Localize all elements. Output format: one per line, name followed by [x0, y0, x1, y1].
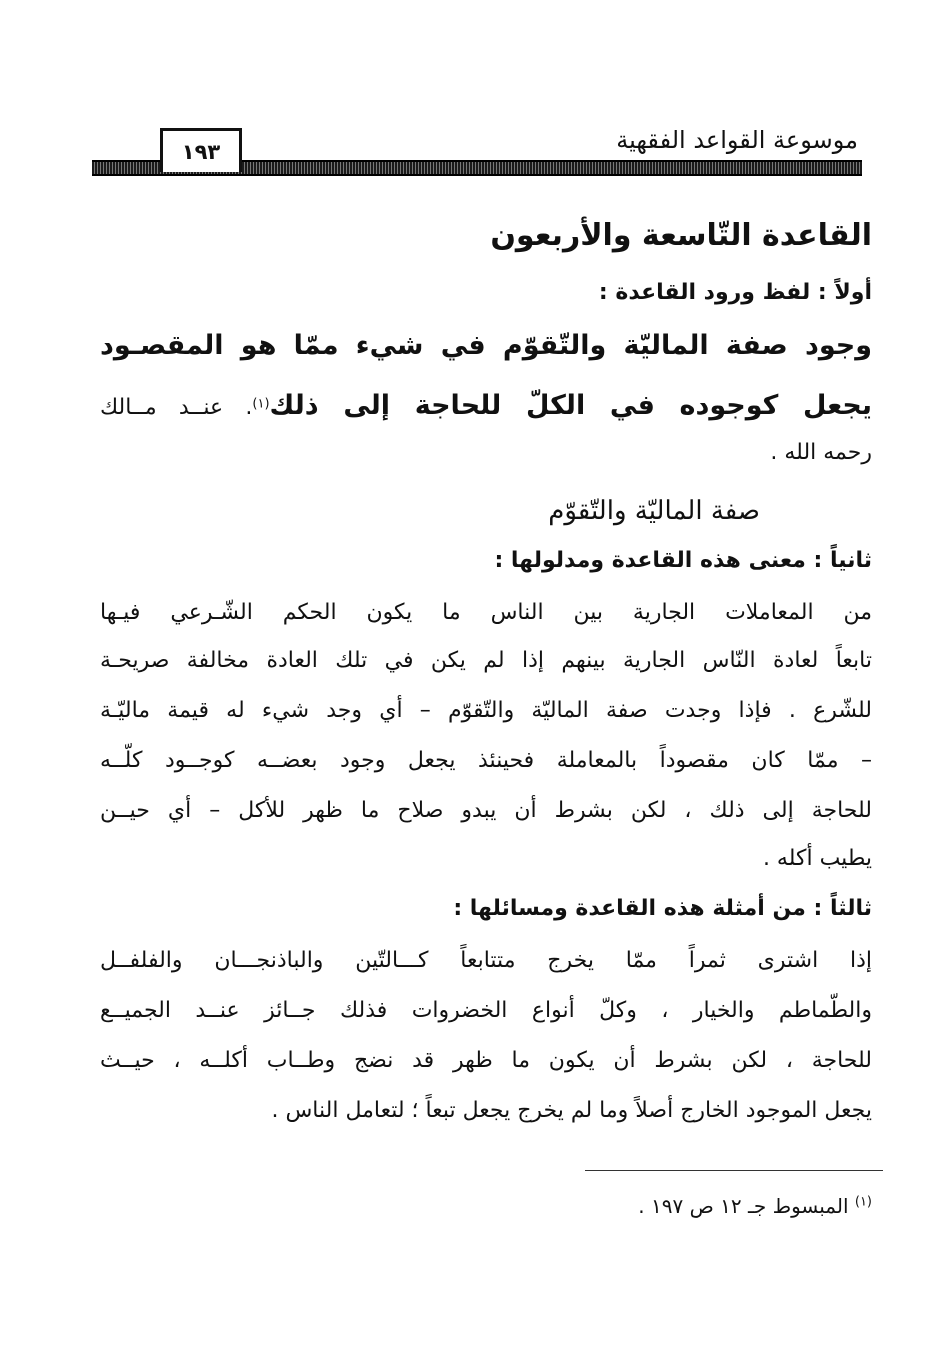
- section2-line: من المعاملات الجارية بين الناس ما يكون الحكم الشّـرعي فيـها: [100, 600, 872, 625]
- footnote-marker: (١): [854, 1194, 872, 1210]
- section3-line: يجعل الموجود الخارج أصلاً وما لم يخرج يجعل تبعاً ؛ لتعامل الناس .: [271, 1098, 872, 1123]
- footnote-text: المبسوط جـ ١٢ ص ١٩٧ .: [638, 1194, 849, 1218]
- rule-text-tail: . عنــد مــالك: [100, 395, 253, 420]
- section2-line: – ممّا كان مقصوداً بالمعاملة فحينئذ يجعل وجود بعضــه كوجــود كلّــه: [100, 748, 872, 773]
- rule-text-line-2: [100, 390, 872, 421]
- section2-line: للشّرع . فإذا وجدت صفة الماليّة والتّقوّم – أي وجد شيء له قيمة ماليّـة: [100, 698, 872, 723]
- footnote-rule: [585, 1170, 883, 1171]
- section3-heading: ثالثاً : من أمثلة هذه القاعدة ومسائلها :: [453, 896, 872, 921]
- rule-text-line-1: وجود صفة الماليّة والتّقوّم في شيء ممّا هو المقصـود: [100, 330, 872, 361]
- rule-text-line-3: رحمه الله .: [770, 440, 872, 465]
- rule-title: القاعدة التّاسعة والأربعون: [490, 218, 872, 253]
- section2-line: يطيب أكله .: [762, 846, 872, 871]
- footnote: [638, 1194, 872, 1218]
- footnote-ref: (١): [252, 396, 270, 412]
- section2-line: للحاجة إلى ذلك ، لكن بشرط أن يبدو صلاح ما ظهر للأكل – أي حيــن: [100, 798, 872, 823]
- section3-line: إذا اشترى ثمراً ممّا يخرج متتابعاً كـــالتّين والباذنجـــان والفلفــل: [100, 948, 872, 973]
- running-book-title: موسوعة القواعد الفقهية: [616, 126, 858, 154]
- section1-heading: أولاً : لفظ ورود القاعدة :: [598, 280, 872, 305]
- section3-line: للحاجة ، لكن بشرط أن يكون ما ظهر قد نضج وطــاب أكلــه ، حيــث: [100, 1048, 872, 1073]
- rule-text-bold: يجعل كوجوده في الكلّ للحاجة إلى ذلك: [269, 390, 872, 421]
- section2-heading: ثانياً : معنى هذه القاعدة ومدلولها :: [494, 548, 872, 573]
- section2-line: تابعاً لعادة النّاس الجارية بينهم إذا لم يكن في تلك العادة مخالفة صريحـة: [100, 648, 872, 673]
- page-number: ١٩٣: [160, 128, 242, 172]
- subtitle: صفة الماليّة والتّقوّم: [548, 496, 760, 526]
- section3-line: والطّماطم والخيار ، وكلّ أنواع الخضروات فذلك جــائز عنــد الجميــع: [100, 998, 872, 1023]
